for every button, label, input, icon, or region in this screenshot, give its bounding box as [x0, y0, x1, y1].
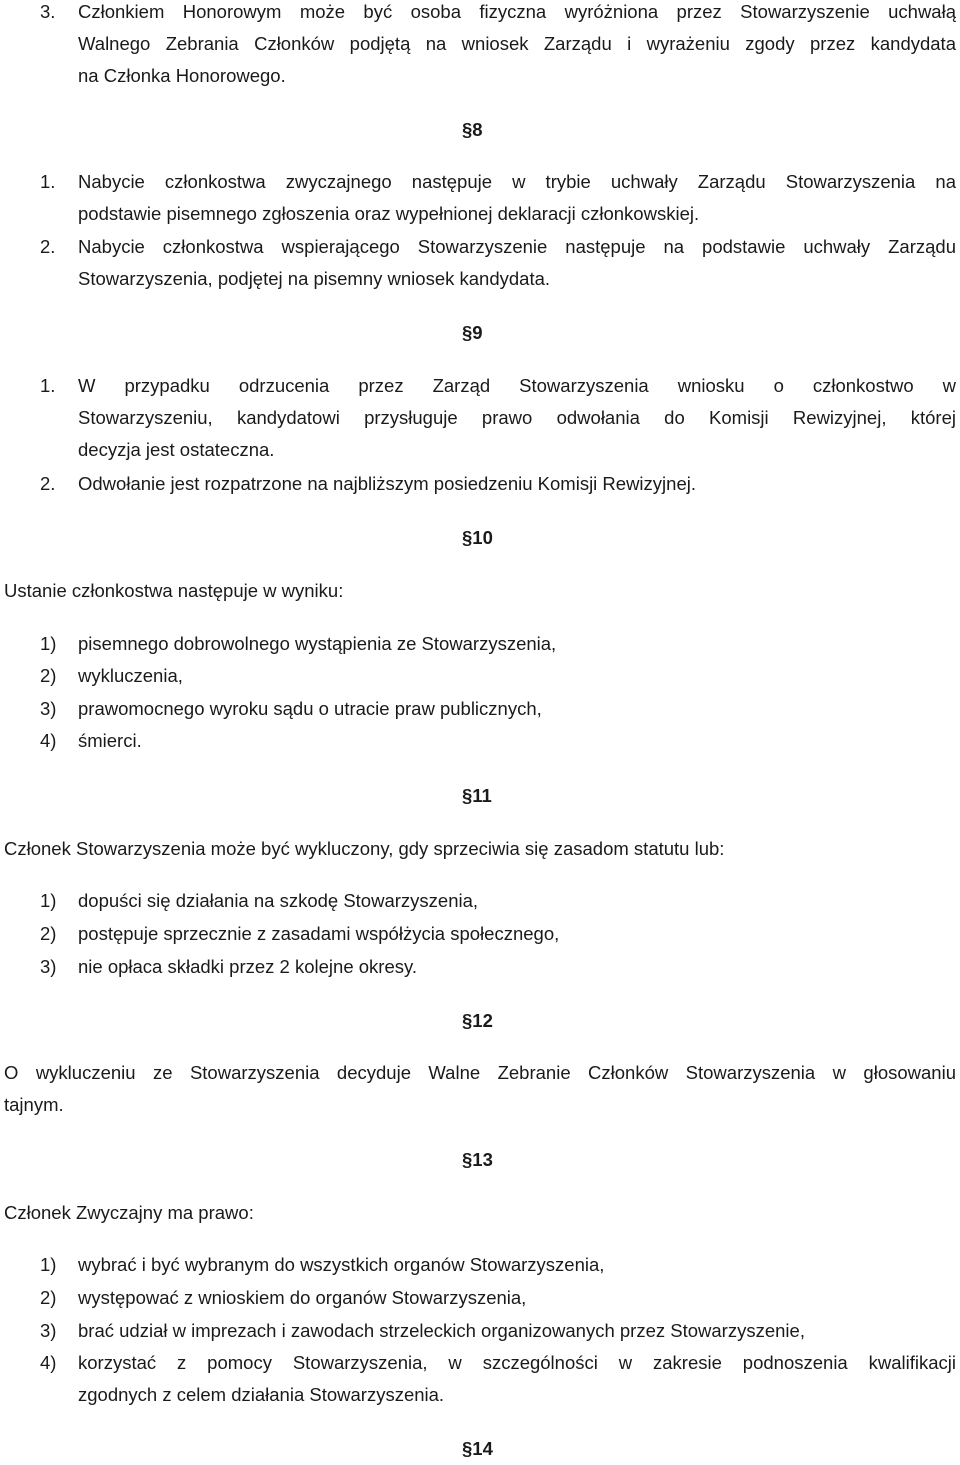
- item-number: 2.: [40, 236, 56, 257]
- text-line: Członkiem Honorowym może być osoba fizyczna wyróżniona przez Stowarzyszenie uchwałą: [78, 1, 956, 22]
- text-line: Nabycie członkostwa zwyczajnego następuje w trybie uchwały Zarządu Stowarzyszenia na: [78, 171, 956, 192]
- text-line: wybrać i być wybranym do wszystkich organów Stowarzyszenia,: [78, 1254, 605, 1275]
- section-heading-14: §14: [462, 1438, 493, 1459]
- text-line: podstawie pisemnego zgłoszenia oraz wypełnionej deklaracji członkowskiej.: [78, 203, 700, 224]
- paragraph-12-text: [4, 1057, 956, 1121]
- item-number: 1.: [40, 171, 56, 192]
- text-line: pisemnego dobrowolnego wystąpienia ze Stowarzyszenia,: [78, 633, 557, 654]
- text-line: O wykluczeniu ze Stowarzyszenia decyduje Walne Zebranie Członków Stowarzyszenia w głosowaniu: [4, 1062, 956, 1083]
- item-number: 1): [40, 1254, 57, 1275]
- item-number: 1): [40, 890, 57, 911]
- item-number: 3.: [40, 1, 56, 22]
- item-number: 4): [40, 730, 57, 751]
- section-heading-11: §11: [462, 785, 492, 806]
- text-line: wykluczenia,: [78, 665, 183, 686]
- paragraph-10-intro: Ustanie członkostwa następuje w wyniku:: [4, 580, 344, 601]
- item-number: 2): [40, 923, 57, 944]
- text-line: Nabycie członkostwa wspierającego Stowarzyszenie następuje na podstawie uchwały Zarządu: [78, 236, 956, 257]
- text-line: śmierci.: [78, 730, 142, 751]
- item-number: 2.: [40, 473, 56, 494]
- text-line: nie opłaca składki przez 2 kolejne okresy.: [78, 956, 417, 977]
- text-line: prawomocnego wyroku sądu o utracie praw publicznych,: [78, 698, 542, 719]
- section-heading-13: §13: [462, 1149, 493, 1170]
- item-number: 1.: [40, 375, 56, 396]
- section-heading-8: §8: [462, 119, 483, 140]
- text-line: tajnym.: [4, 1094, 64, 1115]
- item-number: 3): [40, 1320, 57, 1341]
- text-line: Stowarzyszeniu, kandydatowi przysługuje prawo odwołania do Komisji Rewizyjnej, której: [78, 407, 956, 428]
- item-number: 4): [40, 1352, 57, 1373]
- paragraph-11-intro: Członek Stowarzyszenia może być wykluczony, gdy sprzeciwia się zasadom statutu lub:: [4, 838, 725, 859]
- text-line: na Członka Honorowego.: [78, 65, 286, 86]
- item-number: 2): [40, 665, 57, 686]
- text-line: korzystać z pomocy Stowarzyszenia, w szczególności w zakresie podnoszenia kwalifikacji: [78, 1352, 956, 1373]
- text-line: decyzja jest ostateczna.: [78, 439, 275, 460]
- text-line: zgodnych z celem działania Stowarzyszenia.: [78, 1384, 445, 1405]
- section-heading-10: §10: [462, 527, 493, 548]
- item-number: 3): [40, 698, 57, 719]
- text-line: brać udział w imprezach i zawodach strzeleckich organizowanych przez Stowarzyszenie,: [78, 1320, 805, 1341]
- section-heading-12: §12: [462, 1010, 493, 1031]
- text-line: Odwołanie jest rozpatrzone na najbliższym posiedzeniu Komisji Rewizyjnej.: [78, 473, 696, 494]
- item-number: 1): [40, 633, 57, 654]
- text-line: Walnego Zebrania Członków podjętą na wniosek Zarządu i wyrażeniu zgody przez kandydata: [78, 33, 956, 54]
- section-heading-9: §9: [462, 322, 483, 343]
- paragraph-13-intro: Członek Zwyczajny ma prawo:: [4, 1202, 254, 1223]
- text-line: postępuje sprzecznie z zasadami współżycia społecznego,: [78, 923, 560, 944]
- text-line: W przypadku odrzucenia przez Zarząd Stowarzyszenia wniosku o członkostwo w: [78, 375, 956, 396]
- item-number: 3): [40, 956, 57, 977]
- text-line: dopuści się działania na szkodę Stowarzyszenia,: [78, 890, 479, 911]
- text-line: występować z wnioskiem do organów Stowarzyszenia,: [78, 1287, 527, 1308]
- text-line: Stowarzyszenia, podjętej na pisemny wniosek kandydata.: [78, 268, 551, 289]
- item-number: 2): [40, 1287, 57, 1308]
